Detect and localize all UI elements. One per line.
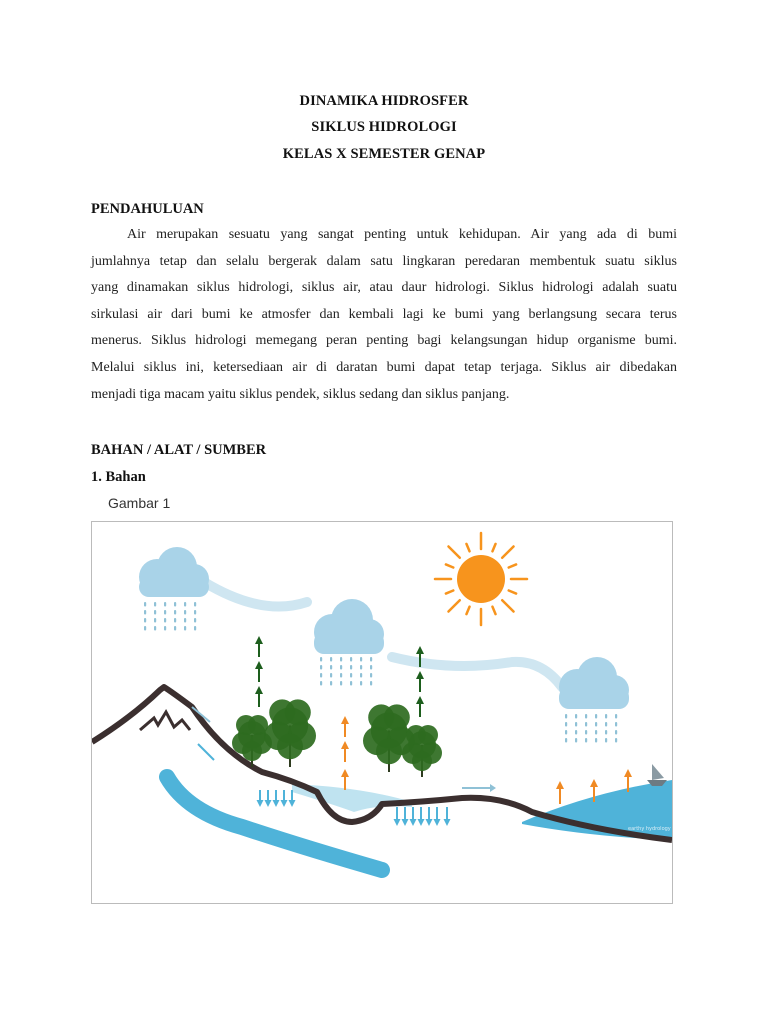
raindrop <box>585 714 587 719</box>
raindrop <box>144 602 146 607</box>
raindrop <box>144 610 146 615</box>
arrow-head <box>273 800 280 807</box>
raindrop <box>330 665 332 670</box>
raindrop <box>565 714 567 719</box>
raindrop <box>184 618 186 623</box>
document-title-line-1: DINAMIKA HIDROSFER <box>299 93 469 109</box>
cloud-icon <box>314 599 384 654</box>
arrow-head <box>416 646 424 654</box>
raindrop <box>164 626 166 631</box>
raindrop <box>360 681 362 686</box>
arrow-head <box>434 819 441 826</box>
raindrop <box>144 626 146 631</box>
paragraph-line: menjadi tiga macam yaitu siklus pendek, siklus sedang dan siklus panjang. <box>91 386 510 402</box>
raindrop <box>360 657 362 662</box>
raindrop <box>194 602 196 607</box>
raindrop <box>164 602 166 607</box>
raindrop <box>330 681 332 686</box>
raindrop <box>154 626 156 631</box>
tree-foliage <box>242 741 262 761</box>
raindrop <box>144 618 146 623</box>
wind-swoosh <box>204 582 307 607</box>
paragraph-line: sirkulasi air dari bumi ke atmosfer dan kembali lagi ke bumi yang berlangsung secara terus <box>91 306 677 322</box>
raindrop <box>164 618 166 623</box>
arrow-head <box>255 661 263 669</box>
sun-ray <box>466 607 469 614</box>
tree-foliage <box>412 751 432 771</box>
sun-ray <box>502 546 513 557</box>
raindrop <box>174 610 176 615</box>
raindrop <box>320 681 322 686</box>
raindrop <box>575 730 577 735</box>
raindrop <box>595 722 597 727</box>
tree-foliage <box>285 699 311 725</box>
raindrop <box>605 714 607 719</box>
tree-foliage <box>277 733 303 759</box>
sun-icon <box>435 533 527 625</box>
section-heading-pendahuluan: PENDAHULUAN <box>91 201 204 217</box>
raindrop <box>370 681 372 686</box>
raindrop <box>194 626 196 631</box>
document-title-line-3: KELAS X SEMESTER GENAP <box>282 146 486 162</box>
arrow-head <box>341 741 349 749</box>
document-title-line-2: SIKLUS HIDROLOGI <box>311 119 457 135</box>
raindrop <box>340 665 342 670</box>
arrow-head <box>444 819 451 826</box>
raindrop <box>565 722 567 727</box>
paragraph-line: jumlahnya tetap dan selalu bergerak dalam satu lingkaran peredaran membentuk suatu siklus <box>91 253 677 269</box>
sun-ray <box>509 590 516 593</box>
raindrop <box>174 626 176 631</box>
arrow-head <box>402 819 409 826</box>
raindrop <box>615 730 617 735</box>
raindrop <box>320 673 322 678</box>
sun-ray <box>448 546 459 557</box>
raindrop <box>350 665 352 670</box>
raindrop <box>184 602 186 607</box>
raindrop <box>595 738 597 743</box>
arrow-head <box>556 781 564 789</box>
raindrop <box>320 665 322 670</box>
arrow-head <box>341 716 349 724</box>
paragraph-line: yang dinamakan siklus hidrologi, siklus air, atau daur hidrologi. Siklus hidrologi adalah suatu <box>91 280 677 296</box>
intro-paragraph <box>91 222 677 408</box>
figure-watermark: earthy hydrology <box>628 826 671 832</box>
raindrop <box>320 657 322 662</box>
sun-ray <box>466 544 469 551</box>
raindrop <box>360 673 362 678</box>
sun-ray <box>448 600 459 611</box>
raindrop <box>615 722 617 727</box>
raindrop <box>575 722 577 727</box>
raindrop <box>595 730 597 735</box>
raindrop <box>615 714 617 719</box>
raindrop <box>605 730 607 735</box>
sun-ray <box>502 600 513 611</box>
arrow-head <box>416 671 424 679</box>
arrow-head <box>416 696 424 704</box>
arrow-head <box>410 819 417 826</box>
paragraph-line: Melalui siklus ini, ketersediaan air di daratan bumi dapat tetap terjaga. Siklus air dibedakan <box>91 359 677 375</box>
arrow-head <box>490 784 496 792</box>
raindrop <box>330 673 332 678</box>
section-heading-bahan: BAHAN / ALAT / SUMBER <box>91 442 267 458</box>
raindrop <box>174 602 176 607</box>
raindrop <box>585 738 587 743</box>
cloud-icon <box>559 657 629 709</box>
arrow-head <box>281 800 288 807</box>
raindrop <box>350 673 352 678</box>
arrow-head <box>255 636 263 644</box>
arrow-head <box>426 819 433 826</box>
raindrop <box>330 657 332 662</box>
wind-swoosh <box>392 657 562 687</box>
raindrop <box>184 626 186 631</box>
paragraph-line: menerus. Siklus hidrologi memegang peran penting bagi kelangsungan hidup organisme bumi. <box>91 333 677 349</box>
arrow-head <box>255 686 263 694</box>
hydrologic-cycle-illustration <box>92 522 672 903</box>
arrow-head <box>341 769 349 777</box>
raindrop <box>595 714 597 719</box>
raindrop <box>194 610 196 615</box>
raindrop <box>360 665 362 670</box>
mountain-peak <box>140 712 190 730</box>
cloud-icon <box>139 547 209 597</box>
raindrop <box>585 730 587 735</box>
raindrop <box>605 722 607 727</box>
boat-icon <box>647 764 667 786</box>
tree-foliage <box>384 704 410 730</box>
raindrop <box>605 738 607 743</box>
hydrologic-cycle-figure <box>91 521 673 904</box>
raindrop <box>174 618 176 623</box>
sun-ray <box>446 564 453 567</box>
raindrop <box>370 665 372 670</box>
raindrop <box>154 610 156 615</box>
tree-foliage <box>376 738 402 764</box>
list-item-bahan: 1. Bahan <box>91 469 146 485</box>
arrow-head <box>265 800 272 807</box>
paragraph-line: Air merupakan sesuatu yang sangat penting untuk kehidupan. Air yang ada di bumi <box>127 227 677 242</box>
arrow-head <box>289 800 296 807</box>
raindrop <box>565 730 567 735</box>
sun-ray <box>509 564 516 567</box>
raindrop <box>184 610 186 615</box>
arrow-head <box>394 819 401 826</box>
raindrop <box>350 657 352 662</box>
figure-caption: Gambar 1 <box>108 495 171 511</box>
raindrop <box>370 657 372 662</box>
raindrop <box>575 714 577 719</box>
raindrop <box>350 681 352 686</box>
tree-foliage <box>418 725 438 745</box>
arrow-head <box>624 769 632 777</box>
raindrop <box>585 722 587 727</box>
arrow-head <box>590 779 598 787</box>
raindrop <box>575 738 577 743</box>
raindrop <box>340 657 342 662</box>
raindrop <box>565 738 567 743</box>
tree-icon <box>232 699 442 777</box>
raindrop <box>154 602 156 607</box>
sun-ray <box>492 544 495 551</box>
raindrop <box>164 610 166 615</box>
sun-ray <box>446 590 453 593</box>
raindrop <box>154 618 156 623</box>
runoff-arrow <box>198 744 214 760</box>
arrow-head <box>418 819 425 826</box>
arrow-head <box>257 800 264 807</box>
raindrop <box>340 681 342 686</box>
sun-ray <box>492 607 495 614</box>
raindrop <box>615 738 617 743</box>
raindrop <box>370 673 372 678</box>
raindrop <box>194 618 196 623</box>
raindrop <box>340 673 342 678</box>
